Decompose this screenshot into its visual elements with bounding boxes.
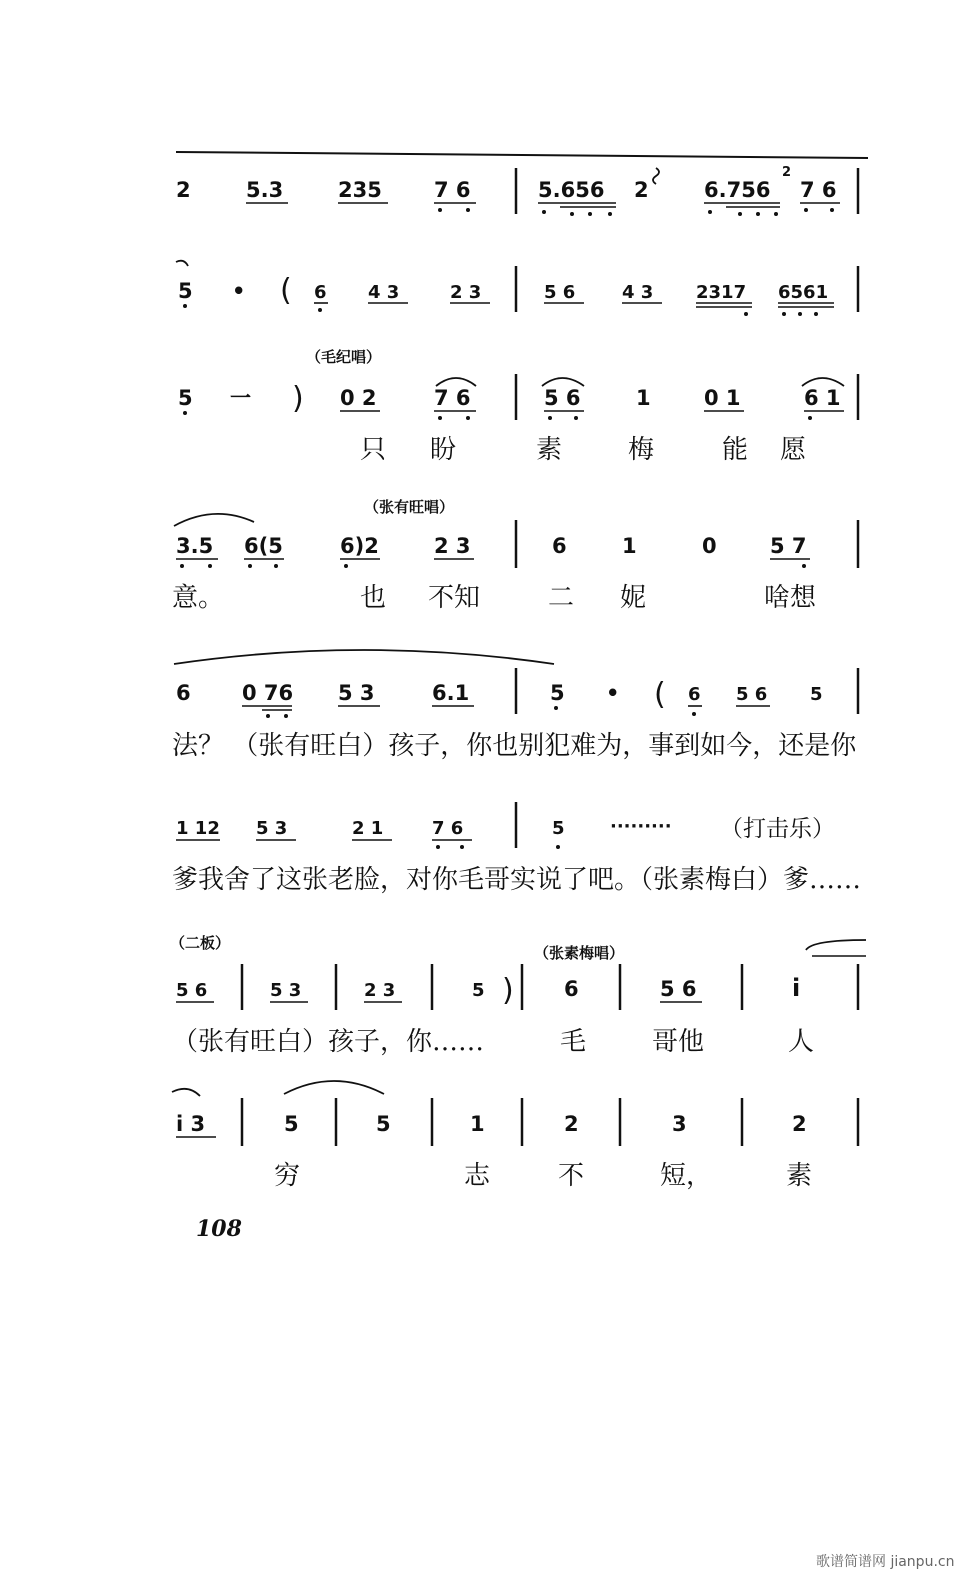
note: 5 3 (338, 681, 375, 705)
octave-dot (554, 706, 558, 710)
row-2 (176, 261, 858, 316)
note: 5 (550, 681, 565, 705)
note: 0 (702, 534, 717, 558)
note: 5 6 (736, 684, 768, 705)
note: 1 (622, 534, 637, 558)
note: 6(5 (244, 534, 283, 558)
octave-dot (570, 212, 574, 216)
lyric: 二 (548, 583, 575, 613)
lyric: 人 (788, 1027, 815, 1057)
octave-dot (460, 845, 464, 849)
slur (436, 378, 476, 386)
octave-dot (542, 210, 546, 214)
slur (174, 650, 554, 664)
octave-dot (574, 416, 578, 420)
note: 0 76 (242, 681, 294, 705)
note: 2 1 (352, 818, 384, 839)
note: 5 (472, 980, 485, 1001)
paren: ( (654, 677, 666, 712)
lyric: 能 (722, 435, 749, 465)
row-3 (178, 348, 858, 465)
octave-dot (808, 416, 812, 420)
singer-label: （张素梅唱） (534, 944, 625, 962)
octave-dot (438, 208, 442, 212)
row-6 (172, 802, 861, 895)
page-number: 108 (196, 1216, 242, 1242)
octave-dot (756, 212, 760, 216)
note: 2317 (696, 282, 747, 303)
note: 1 (470, 1112, 485, 1136)
singer-label: （毛纪唱） (306, 348, 382, 366)
octave-dot (466, 416, 470, 420)
row-4 (172, 498, 858, 613)
note: 5.656 (538, 178, 605, 202)
note: 6 (176, 681, 191, 705)
lyric: 毛 (560, 1027, 587, 1057)
note: 6561 (778, 282, 829, 303)
spoken-line: （张有旺白）孩子，你…… (172, 1027, 485, 1057)
lyric: 意。 (172, 583, 225, 613)
watermark: 歌谱简谱网 jianpu.cn (816, 1554, 955, 1570)
octave-dot (744, 312, 748, 316)
note: 5 3 (256, 818, 288, 839)
note: 1 12 (176, 818, 220, 839)
note: 2 3 (434, 534, 471, 558)
octave-dot (708, 210, 712, 214)
octave-dot (183, 411, 187, 415)
octave-dot (180, 564, 184, 568)
tie-mark (172, 1089, 200, 1096)
octave-dot (692, 712, 696, 716)
note: 7 6 (800, 178, 837, 202)
octave-dot (556, 845, 560, 849)
spoken-line: 法？ （张有旺白）孩子，你也别犯难为，事到如今，还是你 (172, 731, 857, 761)
octave-dot (266, 714, 270, 718)
note: 5 (552, 818, 565, 839)
octave-dot (804, 208, 808, 212)
note: 5 (178, 386, 193, 410)
ellipsis: ········· (610, 816, 672, 837)
row-1 (176, 165, 858, 216)
tempo-label: （二板） (170, 934, 231, 952)
lyric: 素 (536, 435, 563, 465)
trill-mark (653, 168, 659, 184)
note: 5 (178, 279, 193, 303)
note: 一 (230, 386, 251, 410)
note: 5.3 (246, 178, 284, 202)
note: 4 3 (622, 282, 654, 303)
octave-dot (274, 564, 278, 568)
octave-dot (608, 212, 612, 216)
note: • (232, 279, 246, 303)
note: 2 (564, 1112, 579, 1136)
lyric: 志 (464, 1161, 491, 1191)
lyric: 啥想 (764, 583, 817, 613)
octave-dot (466, 208, 470, 212)
lyric: 短， (660, 1161, 713, 1191)
lyric: 不知 (428, 583, 481, 613)
row-7 (170, 934, 866, 1057)
note: 5 7 (770, 534, 807, 558)
slur (542, 378, 584, 386)
octave-dot (438, 416, 442, 420)
note: 7 6 (434, 178, 471, 202)
paren: ) (502, 973, 514, 1008)
spoken-line: 爹我舍了这张老脸，对你毛哥实说了吧。（张素梅白）爹…… (172, 865, 862, 895)
octave-dot (798, 312, 802, 316)
note: 0 1 (704, 386, 741, 410)
note: 0 2 (340, 386, 377, 410)
octave-dot (738, 212, 742, 216)
note: 5 6 (544, 282, 576, 303)
lyric: 不 (558, 1161, 585, 1191)
note: i 3 (176, 1112, 206, 1136)
note: 2 3 (364, 980, 396, 1001)
lyric: 妮 (620, 583, 647, 613)
note: 5 (810, 684, 823, 705)
octave-dot (802, 564, 806, 568)
note: 6 (688, 684, 701, 705)
note: i (792, 974, 801, 1002)
lyric: 素 (786, 1161, 813, 1191)
octave-dot (548, 416, 552, 420)
note: 3 (672, 1112, 687, 1136)
note: 5 (376, 1112, 391, 1136)
note: • (606, 681, 620, 705)
note: 1 (636, 386, 651, 410)
note: 5 3 (270, 980, 302, 1001)
percussion-note: （打击乐） (720, 816, 835, 842)
note: 6)2 (340, 534, 379, 558)
paren: ) (292, 381, 304, 416)
tie-mark (806, 940, 866, 950)
octave-dot (830, 208, 834, 212)
slur (284, 1081, 384, 1094)
lyric: 也 (360, 583, 387, 613)
note: 6 1 (804, 386, 841, 410)
note: 6 (314, 282, 327, 303)
note: 7 6 (432, 818, 464, 839)
note: 5 6 (660, 977, 697, 1001)
octave-dot (436, 845, 440, 849)
octave-dot (588, 212, 592, 216)
octave-dot (183, 304, 187, 308)
row-8 (172, 1081, 858, 1191)
lyric: 只 (360, 435, 387, 465)
lyric: 哥他 (652, 1027, 705, 1057)
octave-dot (318, 308, 322, 312)
note: 7 6 (434, 386, 471, 410)
lyric: 梅 (628, 435, 655, 465)
row-5 (172, 650, 858, 761)
lyric: 穷 (274, 1161, 301, 1191)
note: 235 (338, 178, 382, 202)
slur (174, 514, 254, 526)
tie-mark (176, 261, 188, 266)
note: 6.756 (704, 178, 771, 202)
singer-label: （张有旺唱） (364, 498, 455, 516)
octave-dot (208, 564, 212, 568)
octave-dot (782, 312, 786, 316)
note: 6.1 (432, 681, 470, 705)
note: 2 (176, 178, 191, 202)
slur (802, 378, 844, 386)
paren: ( (280, 273, 292, 308)
note: 2 (792, 1112, 807, 1136)
note: 6 (564, 977, 579, 1001)
note: 2 (634, 178, 649, 202)
octave-dot (248, 564, 252, 568)
octave-dot (814, 312, 818, 316)
note: 5 (284, 1112, 299, 1136)
note: 5 6 (544, 386, 581, 410)
note: 4 3 (368, 282, 400, 303)
note: 3.5 (176, 534, 214, 558)
note: 5 6 (176, 980, 208, 1001)
note: 6 (552, 534, 567, 558)
top-rule (176, 152, 868, 158)
octave-dot (344, 564, 348, 568)
octave-dot (284, 714, 288, 718)
octave-dot (774, 212, 778, 216)
lyric: 愿 (780, 435, 807, 465)
lyric: 盼 (430, 435, 457, 465)
grace-note: 2 (782, 165, 792, 180)
note: 2 3 (450, 282, 482, 303)
